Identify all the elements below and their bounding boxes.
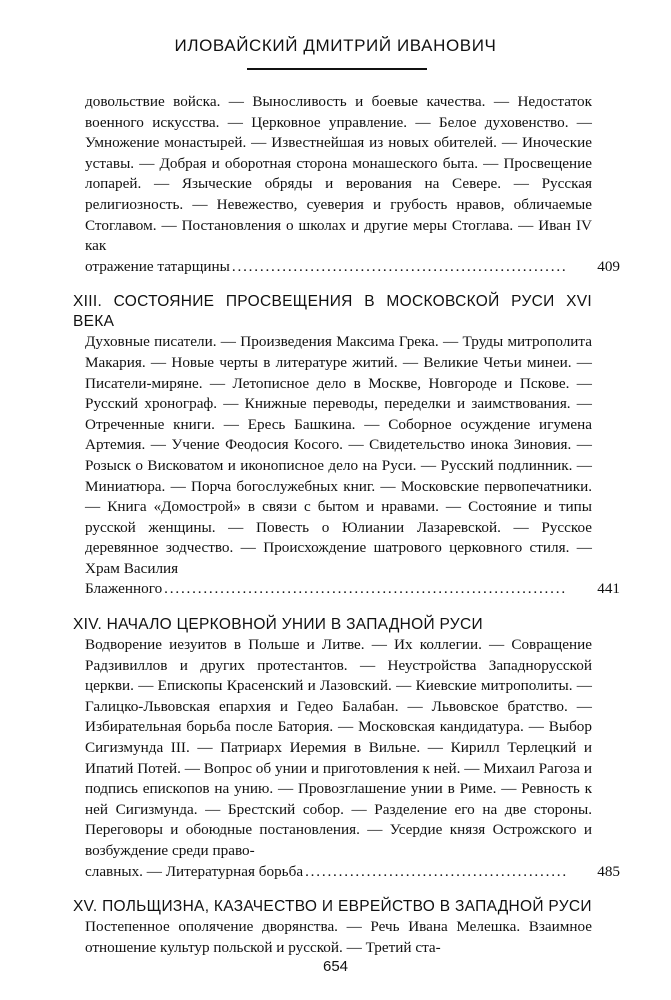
running-header: ИЛОВАЙСКИЙ ДМИТРИЙ ИВАНОВИЧ: [174, 36, 497, 55]
page-number: 654: [322, 958, 349, 975]
toc-page-number: 409: [597, 257, 620, 275]
toc-entry-body: довольствие войска. — Выносливость и боевые качества. — Недостаток военного искусства. — Церковное управление. — Белое духовенство. — Умножение монастырей. — Известнейшая из новых обителей. — Иноческие уставы. — Добрая и оборотная сторона монашеского быта. — Просвещение лопарей. — Языческие обряды и верования на Севере. — Русская религиозность. — Невежество, суеверия и грубость нравов, обличаемые Стоглавом. — Постановления о школах и другие меры Стоглава. — Иван IV как: [85, 93, 592, 255]
table-of-contents: [73, 92, 620, 958]
toc-entry-last-line: [85, 579, 620, 600]
toc-entry-xiii: [73, 292, 620, 600]
section-title: XV. ПОЛЬЩИЗНА, КАЗАЧЕСТВО И ЕВРЕЙСТВО В ЗАПАДНОЙ РУСИ: [73, 898, 592, 916]
toc-entry-last-text: славных. — Литературная борьба: [85, 862, 304, 880]
toc-entry-body: Водворение иезуитов в Польше и Литве. — Их коллегии. — Совращение Радзивиллов и других протестантов. — Неустройства Западнорусской церкви. — Епископы Красенский и Лазовский. — Киевские митрополиты. — Галицко-Львовская епархия и Гедео Балабан. — Львовское братство. — Избирательная борьба после Батория. — Московская кандидатура. — Выбор Сигизмунда III. — Патриарх Иеремия в Вильне. — Кирилл Терлецкий и Ипатий Потей. — Вопрос об унии и приготовления к ней. — Михаил Рагоза и подпись епископов на унию. — Провозглашение унии в Риме. — Ревность к ней Сигизмунда. — Брестский собор. — Разделение его на две стороны. Переговоры и обоюдные постановления. — Усердие князя Острожского и возбуждение среди право-: [85, 636, 592, 859]
toc-page-number: 441: [597, 580, 620, 598]
toc-page-number: 485: [597, 862, 620, 880]
header-rule: [247, 68, 427, 70]
toc-entry-last-line: [85, 257, 620, 278]
toc-entry-xiv: [73, 615, 620, 882]
section-title: XIV. НАЧАЛО ЦЕРКОВНОЙ УНИИ В ЗАПАДНОЙ РУСИ: [73, 616, 483, 634]
dot-leader: [164, 579, 567, 600]
toc-entry-xv: [73, 897, 592, 958]
toc-entry-body: Духовные писатели. — Произведения Максима Грека. — Труды митрополита Макария. — Новые черты в литературе житий. — Великие Четьи минеи. — Писатели-миряне. — Летописное дело в Москве, Новгороде и Пскове. — Русский хронограф. — Книжные переводы, переделки и заимствования. — Отреченные книги. — Ересь Башкина. — Соборное осуждение игумена Артемия. — Учение Феодосия Косого. — Свидетельство инока Зиновия. — Розыск о Висковатом и иконописное дело на Руси. — Русский подлинник. — Миниатюра. — Порча богослужебных книг. — Московские первопечатники. — Книга «Домострой» в связи с бытом и нравами. — Состояние и типы русской женщины. — Повесть о Юлиании Лазаревской. — Русское деревянное зодчество. — Происхождение шатрового церковного стиля. — Храм Василия: [85, 333, 592, 577]
dot-leader: [305, 862, 567, 883]
section-title: XIII. СОСТОЯНИЕ ПРОСВЕЩЕНИЯ В МОСКОВСКОЙ РУСИ XVI ВЕКА: [73, 293, 592, 331]
toc-entry-continuation: [85, 92, 620, 277]
toc-entry-last-text: отражение татарщины: [85, 257, 230, 275]
toc-entry-body: Постепенное ополячение дворянства. — Речь Ивана Мелешка. Взаимное отношение культур польской и русской. — Третий ста-: [85, 918, 592, 956]
toc-entry-last-line: [85, 862, 620, 883]
dot-leader: [232, 257, 567, 278]
toc-entry-last-text: Блаженного: [85, 580, 163, 598]
